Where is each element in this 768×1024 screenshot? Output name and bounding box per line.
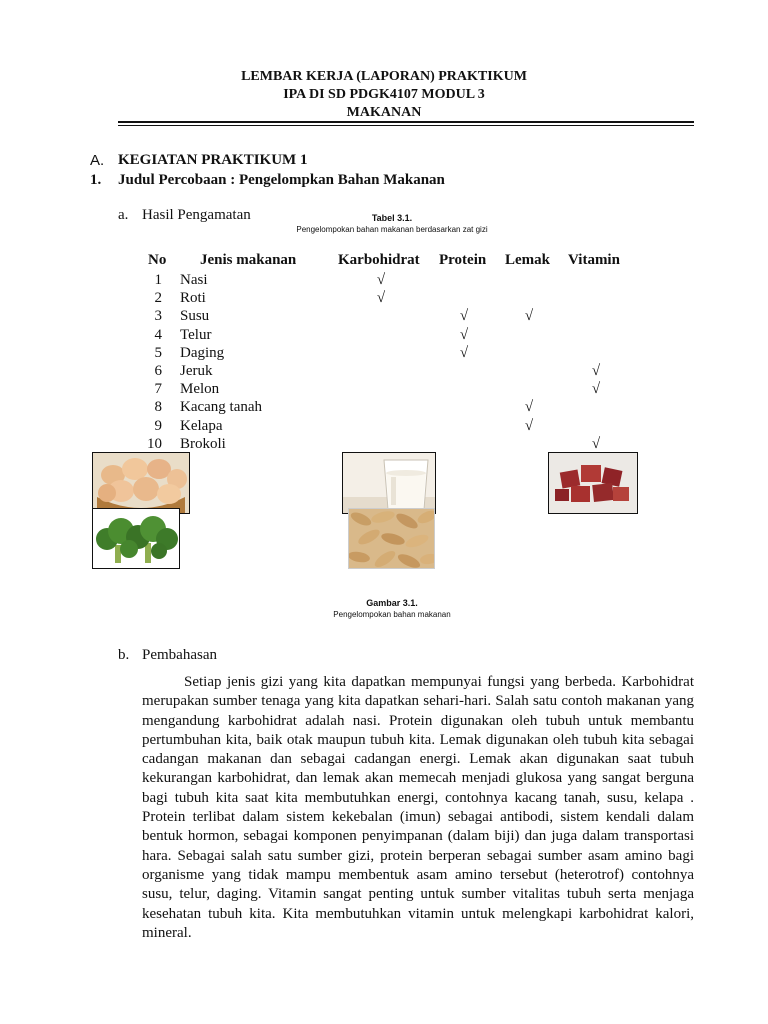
food-name: Brokoli <box>180 435 226 452</box>
header-rule-thin <box>118 125 694 126</box>
table-row <box>140 418 640 436</box>
row-number: 3 <box>154 308 162 325</box>
food-name: Kacang tanah <box>180 399 263 416</box>
food-name: Susu <box>180 308 210 325</box>
section-a-title: KEGIATAN PRAKTIKUM 1 <box>118 152 308 168</box>
food-name: Melon <box>180 381 220 398</box>
check-mark-protein: √ <box>459 308 469 325</box>
sub-b-marker: b. <box>118 647 130 663</box>
check-mark-lemak: √ <box>524 417 534 434</box>
item-1-marker: 1. <box>90 172 102 188</box>
discussion-text: Setiap jenis gizi yang kita dapatkan mempunyai fungsi yang berbeda. Karbohidrat merupakan sumber tenaga yang kita dapatkan sehari-hari. Salah satu contoh makanan yang mengandung karbohidrat adalah nasi. Protein digunakan oleh tubuh untuk membantu pertumbuhan kita, baik otak maupun tubuh kita. Lemak digunakan oleh tubuh kita sebagai cadangan makanan dan sebagai cadangan energi. Lemak akan digunakan saat tubuh kekurangan karbohidrat, dan lemak akan memecah menjadi glukosa yang sangat berguna bagi tubuh kita saat kita membutuhkan energi, contohnya kacang tanah, susu, kelapa . Protein terlibat dalam sistem kekebalan (imun) sebagai antibodi, sistem kendali dalam bentuk hormon, sebagai komponen penyimpanan (dalam biji) dan juga dalam transportasi hara. Sebagai salah satu sumber gizi, protein berperan sebagai sumber asam amino bagi organisme yang tidak mampu membentuk asam amino tersebut (heterotrof) contohnya susu, telur, daging. Vitamin sangat penting untuk sumber vitalitas tubuh serta menjaga kesehatan tubuh kita. Kita membutuhkan vitamin untuk melengkapi karbohidrat kalori, mineral. <box>142 674 694 941</box>
table-caption-title: Tabel 3.1. <box>371 213 413 223</box>
section-a-marker: A. <box>90 152 105 169</box>
table-caption <box>280 212 504 235</box>
eggs-photo <box>92 452 190 514</box>
food-name: Nasi <box>180 272 208 288</box>
header-line-2: IPA DI SD PDGK4107 MODUL 3 <box>283 87 485 102</box>
check-mark-karbohidrat: √ <box>376 272 386 288</box>
row-number: 4 <box>154 326 162 343</box>
row-number: 9 <box>154 417 162 434</box>
milk-photo <box>342 452 436 514</box>
sub-a-marker: a. <box>118 207 129 223</box>
check-mark-lemak: √ <box>524 399 534 416</box>
row-number: 6 <box>154 363 162 379</box>
table-row <box>140 381 640 399</box>
food-name: Telur <box>180 326 212 343</box>
row-number: 5 <box>154 344 162 361</box>
sub-b-label: Pembahasan <box>142 647 217 663</box>
table-header-jenis-makanan: Jenis makanan <box>200 252 297 268</box>
check-mark-karbohidrat: √ <box>376 290 386 307</box>
table-header-protein: Protein <box>439 252 487 268</box>
table-row <box>140 308 640 326</box>
header-rule-thick <box>118 121 694 123</box>
row-number: 8 <box>154 399 162 416</box>
table-row <box>140 272 640 290</box>
check-mark-vitamin: √ <box>591 363 601 379</box>
check-mark-protein: √ <box>459 326 469 343</box>
row-number: 1 <box>154 272 162 288</box>
food-name: Daging <box>180 344 225 361</box>
row-number: 7 <box>154 381 162 398</box>
header-line-1: LEMBAR KERJA (LAPORAN) PRAKTIKUM <box>241 69 527 84</box>
table-row <box>140 399 640 417</box>
table-row <box>140 363 640 381</box>
document-header <box>0 68 768 122</box>
food-name: Jeruk <box>180 363 213 379</box>
broccoli-photo <box>92 508 180 569</box>
meat-photo <box>548 452 638 514</box>
sub-a-label: Hasil Pengamatan <box>142 207 251 223</box>
item-1-title: Judul Percobaan : Pengelompkan Bahan Makanan <box>118 172 445 188</box>
figure-caption <box>300 597 484 620</box>
food-name: Roti <box>180 290 206 307</box>
header-line-3: MAKANAN <box>346 105 422 120</box>
table-row <box>140 345 640 363</box>
table-caption-text: Pengelompokan bahan makanan berdasarkan zat gizi <box>296 225 488 234</box>
check-mark-vitamin: √ <box>591 381 601 398</box>
figure-caption-text: Pengelompokan bahan makanan <box>333 610 451 619</box>
check-mark-protein: √ <box>459 344 469 361</box>
table-header-karbohidrat: Karbohidrat <box>338 252 420 268</box>
row-number: 10 <box>147 435 162 452</box>
table-header-vitamin: Vitamin <box>568 252 620 268</box>
table-row <box>140 327 640 345</box>
table-header-lemak: Lemak <box>505 252 550 268</box>
check-mark-vitamin: √ <box>591 435 601 452</box>
discussion-paragraph <box>142 673 694 943</box>
food-name: Kelapa <box>180 417 223 434</box>
figure-caption-title: Gambar 3.1. <box>366 598 418 608</box>
check-mark-lemak: √ <box>524 308 534 325</box>
row-number: 2 <box>154 290 162 307</box>
table-row <box>140 290 640 308</box>
peanuts-photo <box>348 508 435 569</box>
table-header-no: No <box>148 252 167 268</box>
